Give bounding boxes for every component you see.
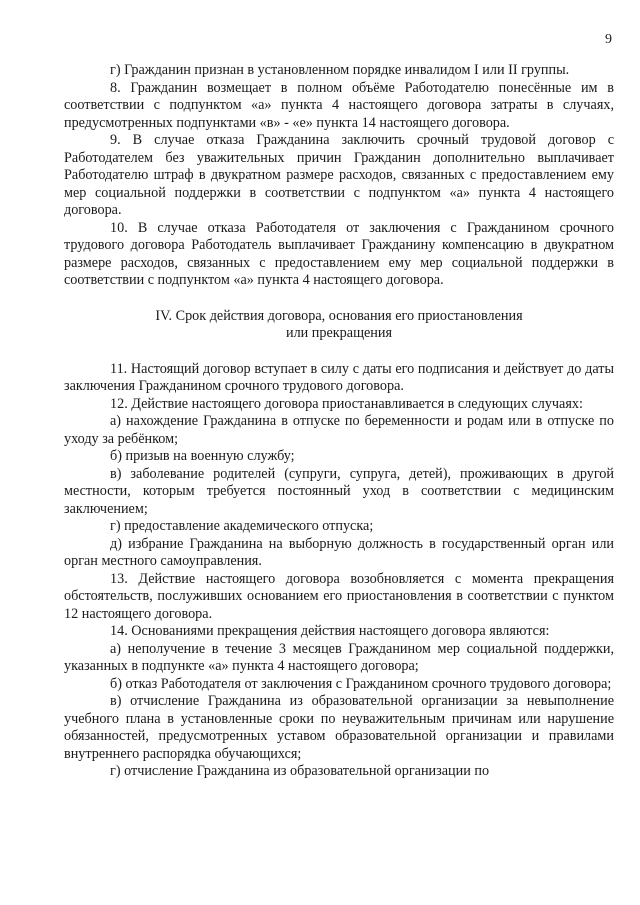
paragraph-7g: г) Гражданин признан в установленном порядке инвалидом I или II группы.: [110, 62, 570, 78]
paragraph-12v: в) заболевание родителей (супруги, супруга, детей), проживающих в другой местности, которым требуется постоянный уход в соответствии с медицинским заключением;: [64, 465, 614, 517]
paragraph-14: 14. Основаниями прекращения действия настоящего договора являются:: [110, 623, 550, 639]
paragraph-14v: в) отчисление Гражданина из образовательной организации за невыполнение учебного плана в установленные сроки по неуважительным причинам или нарушение обязанностей, предусмотренных уставом образовательной организации и правилами внутреннего распорядка обучающихся;: [64, 693, 614, 762]
paragraph-11: 11. Настоящий договор вступает в силу с даты его подписания и действует до даты заключения Гражданином срочного трудового договора.: [64, 360, 614, 394]
paragraph-14g: г) отчисление Гражданина из образовательной организации по: [110, 763, 490, 779]
paragraph-14b: б) отказ Работодателя от заключения с Гражданином срочного трудового договора;: [110, 675, 612, 692]
paragraph-10: 10. В случае отказа Работодателя от заключения с Гражданином срочного трудового договора Работодатель выплачивает Гражданину компенсацию в двукратном размере расходов, связанных с предоставлением ему мер социальной поддержки в соответствии с подпунктом «а» пункта 4 настоящего договора.: [64, 219, 614, 288]
section-heading-line-1: IV. Срок действия договора, основания его приостановления: [155, 307, 523, 324]
paragraph-9: 9. В случае отказа Гражданина заключить срочный трудовой договор с Работодателем без уважительных причин Гражданин дополнительно выплачивает Работодателю штраф в двукратном размере расходов, связанных с предоставлением ему мер социальной поддержки в соответствии с подпунктом «а» пункта 4 настоящего договора.: [64, 132, 614, 218]
paragraph-13: 13. Действие настоящего договора возобновляется с момента прекращения обстоятельств, послуживших основанием его приостановления в соответствии с пунктом 12 настоящего договора.: [64, 570, 614, 622]
paragraph-12g: г) предоставление академического отпуска;: [110, 518, 374, 534]
paragraph-8: 8. Гражданин возмещает в полном объёме Работодателю понесённые им в соответствии с подпунктом «а» пункта 4 настоящего договора затраты в случаях, предусмотренных подпунктами «в» - «е» пункта 14 настоящего договора.: [64, 79, 614, 131]
document-body: [64, 62, 614, 781]
paragraph-12: 12. Действие настоящего договора приостанавливается в следующих случаях:: [110, 395, 583, 412]
page-number: 9: [605, 32, 612, 47]
section-heading: [64, 308, 614, 343]
paragraph-14a: а) неполучение в течение 3 месяцев Гражданином мер социальной поддержки, указанных в подпункте «а» пункта 4 настоящего договора;: [64, 640, 614, 674]
paragraph-12d: д) избрание Гражданина на выборную должность в государственный орган или орган местного самоуправления.: [64, 535, 614, 569]
paragraph-12a: а) нахождение Гражданина в отпуске по беременности и родам или в отпуске по уходу за ребёнком;: [64, 413, 614, 447]
paragraph-12b: б) призыв на военную службу;: [110, 448, 295, 464]
section-heading-line-2: или прекращения: [285, 325, 392, 341]
